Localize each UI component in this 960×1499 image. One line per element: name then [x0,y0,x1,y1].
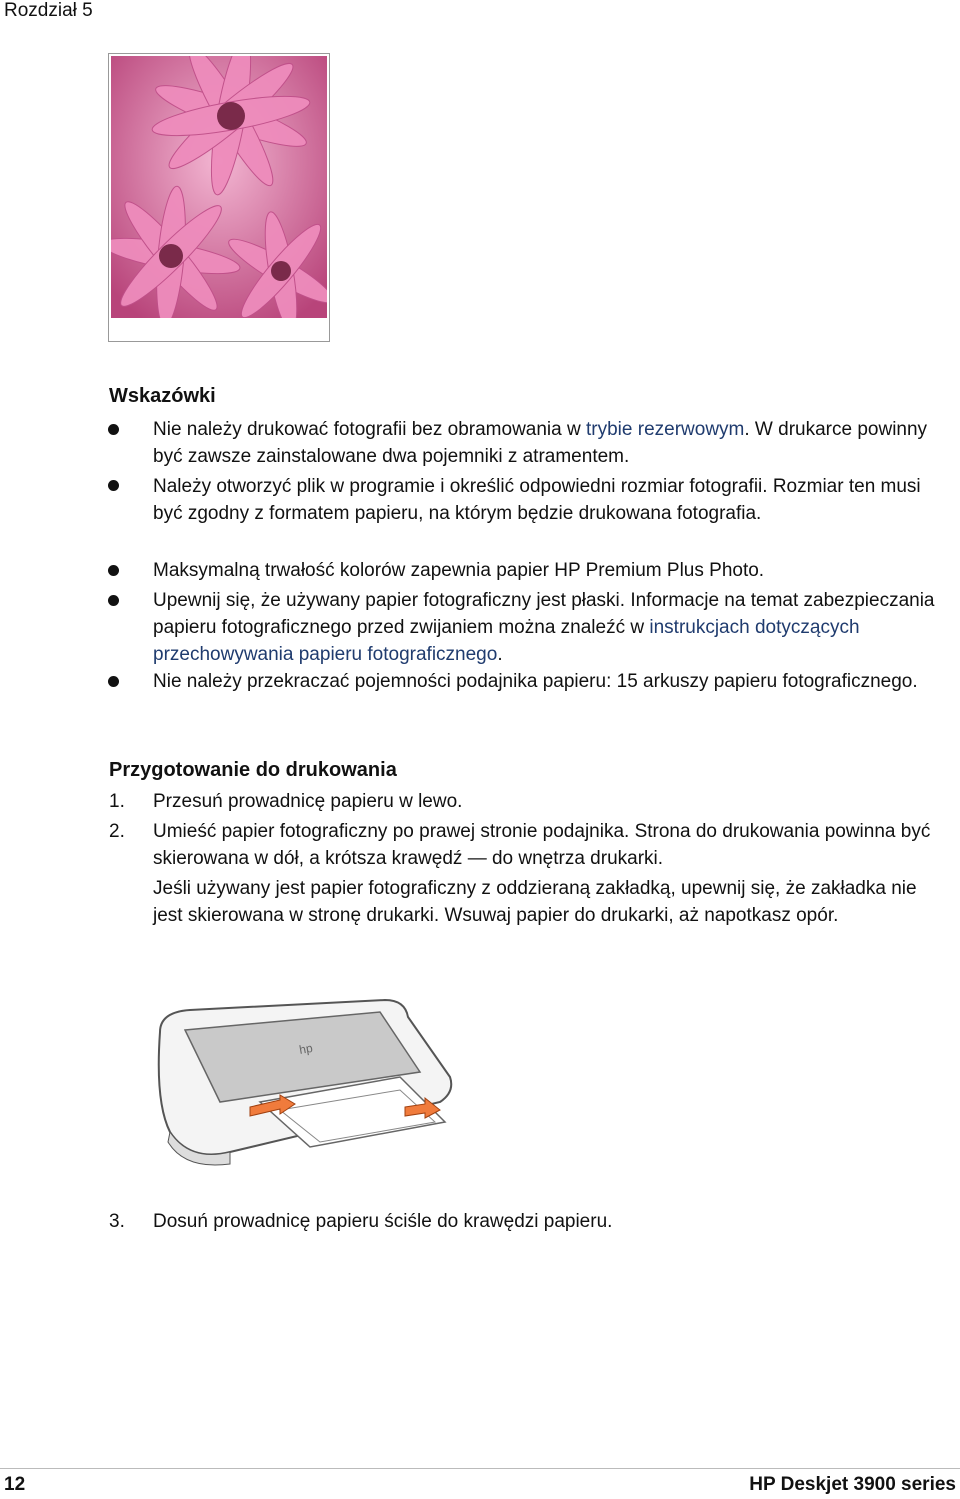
tip-text: . W drukarce powinny być zawsze zainstalowane dwa pojemniki z atramentem. [153,419,928,467]
tip-item-3: Maksymalną trwałość kolorów zapewnia papier HP Premium Plus Photo. [153,560,765,581]
step-1: Przesuń prowadnicę papieru w lewo. [153,791,463,812]
bullet-icon [108,595,119,606]
page-number: 12 [4,1474,26,1495]
step-number: 3. [109,1211,125,1232]
step-2: Umieść papier fotograficzny po prawej stronie podajnika. Strona do drukowania powinna być skierowana w dół, a krótsza krawędź — do wnętrza drukarki. [153,821,931,869]
tip-item-1 [153,416,943,470]
tip-item-2: Należy otworzyć plik w programie i określić odpowiedni rozmiar fotografii. Rozmiar ten musi być zgodny z formatem papieru, na którym będzie drukowana fotografia. [153,476,921,524]
tip-item-5: Nie należy przekraczać pojemności podajnika papieru: 15 arkuszy papieru fotograficznego. [153,671,918,692]
tip-item-4 [153,587,943,668]
tip-text: Nie należy drukować fotografii bez obramowania w [153,419,586,440]
storage-instructions-link[interactable]: instrukcjach dotyczących przechowywania papieru fotograficznego [153,617,860,665]
tips-heading: Wskazówki [109,385,216,407]
step-number: 2. [109,821,125,842]
chapter-header: Rozdział 5 [4,0,93,21]
step-number: 1. [109,791,125,812]
rezerwowy-link[interactable]: trybie rezerwowym [586,419,745,440]
tip-text: Upewnij się, że używany papier fotograficzny jest płaski. Informacje na temat zabezpieczania papieru fotograficznego przed zwijaniem można znaleźć w [153,590,935,638]
footer-divider [0,1468,960,1469]
prep-heading: Przygotowanie do drukowania [109,759,397,781]
bullet-icon [108,565,119,576]
step-2-extra: Jeśli używany jest papier fotograficzny z oddzieraną zakładką, upewnij się, że zakładka nie jest skierowana w stronę drukarki. Wsuwaj papier do drukarki, aż napotkasz opór. [153,878,917,926]
printer-logo-text: hp [298,1040,314,1057]
flower-photo-icon [111,56,327,318]
bullet-icon [108,424,119,435]
tip-text: . [497,644,503,665]
product-name: HP Deskjet 3900 series [749,1474,956,1495]
bullet-icon [108,676,119,687]
printer-illustration-icon [150,992,460,1172]
step-3: Dosuń prowadnicę papieru ściśle do krawędzi papieru. [153,1211,613,1232]
bullet-icon [108,480,119,491]
printer-illustration [150,992,460,1177]
flower-photo [108,53,330,342]
